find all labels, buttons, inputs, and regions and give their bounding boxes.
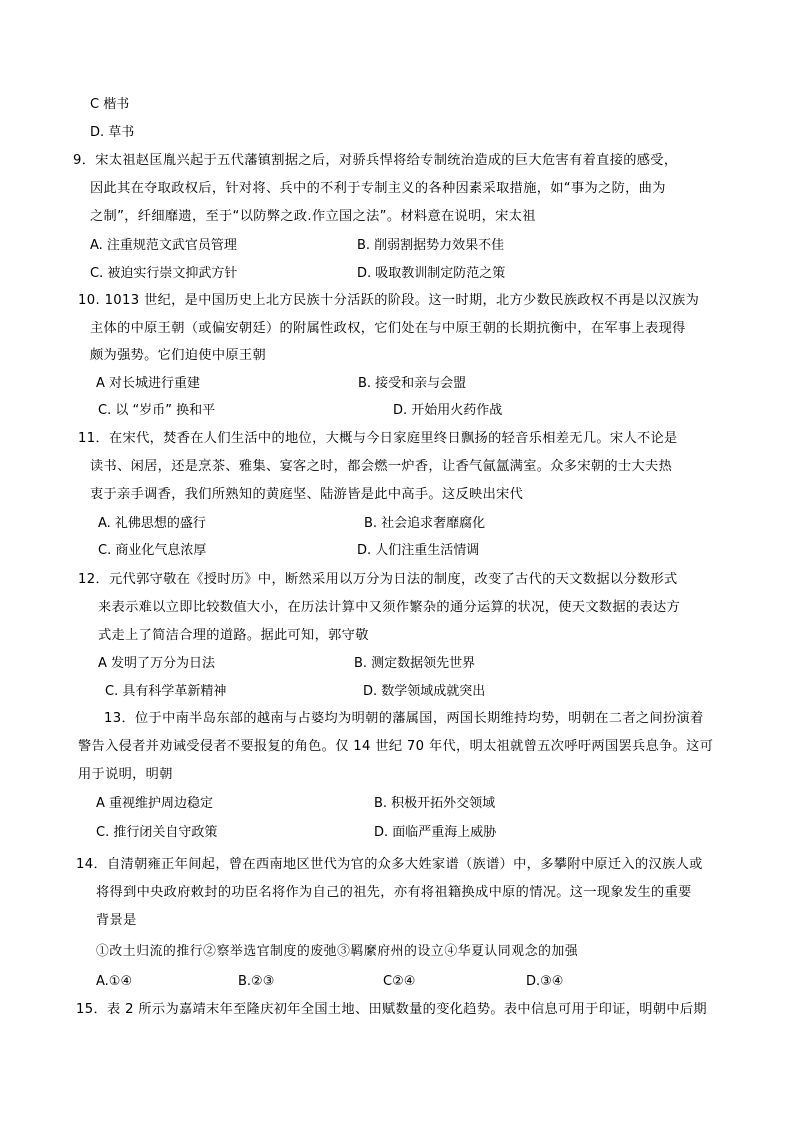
q10-option-c: C. 以 “岁币” 换和平: [98, 403, 216, 418]
q10-stem-line-3: 颇为强势。它们迫使中原王朝: [90, 348, 266, 363]
q10-option-a: A 对长城进行重建: [96, 376, 201, 391]
q13-stem-line-3: 用于说明，明朝: [78, 767, 173, 782]
q12-stem-line-2: 来表示难以立即比较数值大小，在历法计算中又须作繁杂的通分运算的状况，使天文数据的表达方: [98, 600, 681, 615]
q11-stem-line-2: 读书、闲居，还是烹茶、雅集、宴客之时，都会燃一炉香，让香气氤氲满室。众多宋朝的士大夫热: [90, 459, 673, 474]
q9-option-b: B. 削弱割据势力效果不佳: [357, 238, 505, 253]
q11-option-c: C. 商业化气息浓厚: [98, 543, 207, 558]
q15-stem-line-1: 15．表 2 所示为嘉靖末年至隆庆初年全国土地、田赋数量的变化趋势。表中信息可用于印证，明朝中后期: [76, 1002, 707, 1017]
q14-option-c: C②④: [383, 974, 416, 989]
q14-stem-line-3: 背景是: [96, 913, 137, 928]
q12-option-b: B. 测定数据领先世界: [354, 656, 476, 671]
q12-stem-line-3: 式走上了简洁合理的道路。据此可知，郭守敬: [98, 628, 369, 643]
q8-option-c: C 楷书: [90, 97, 130, 112]
q11-option-a: A. 礼佛思想的盛行: [98, 516, 206, 531]
q10-option-d: D. 开始用火药作战: [393, 403, 503, 418]
q12-stem-line-1: 12．元代郭守敬在《授时历》中，断然采用以万分为日法的制度，改变了古代的天文数据以分数形式: [78, 572, 678, 587]
q13-option-c: C. 推行闭关自守政策: [96, 825, 218, 840]
q14-stem-line-2: 将得到中央政府敕封的功臣名将作为自己的祖先，亦有将祖籍换成中原的情况。这一现象发生的重要: [96, 885, 692, 900]
q12-option-d: D. 数学领域成就突出: [363, 684, 486, 699]
q12-option-c: C. 具有科学革新精神: [105, 684, 227, 699]
q11-stem-line-3: 衷于亲手调香，我们所熟知的黄庭坚、陆游皆是此中高手。这反映出宋代: [90, 487, 524, 502]
q14-stem-line-1: 14．自清朝雍正年间起，曾在西南地区世代为官的众多大姓家谱（族谱）中，多攀附中原迁入的汉族人或: [76, 857, 703, 872]
q12-option-a: A 发明了万分为日法: [98, 656, 216, 671]
q9-stem-line-3: 之制”，纤细靡遗，至于“以防弊之政.作立国之法”。材料意在说明，宋太祖: [90, 209, 536, 224]
q13-stem-line-2: 警告入侵者并劝诫受侵者不要报复的角色。仅 14 世纪 70 年代，明太祖就曾五次呼吁两国罢兵息争。这可: [78, 739, 714, 754]
q10-option-b: B. 接受和亲与会盟: [358, 376, 467, 391]
q11-option-b: B. 社会追求奢靡腐化: [364, 516, 486, 531]
q11-stem-line-1: 11．在宋代，焚香在人们生活中的地位，大概与今日家庭里终日飘扬的轻音乐相差无几。宋人不论是: [78, 431, 678, 446]
q9-stem-line-2: 因此其在夺取政权后，针对将、兵中的不利于专制主义的各种因素采取措施，如“事为之防，曲为: [90, 181, 666, 196]
q11-option-d: D. 人们注重生活情调: [357, 543, 480, 558]
q13-option-a: A 重视维护周边稳定: [96, 796, 214, 811]
q14-items: ①改土归流的推行②察举选官制度的废弛③羁縻府州的设立④华夏认同观念的加强: [96, 944, 579, 959]
q13-stem-line-1: 13．位于中南半岛东部的越南与占婆均为明朝的藩属国，两国长期维持均势，明朝在二者之间扮演着: [104, 711, 704, 726]
q8-option-d: D. 草书: [90, 125, 135, 140]
q9-option-c: C. 被迫实行崇文抑武方针: [90, 266, 238, 281]
q14-option-d: D.③④: [526, 974, 564, 989]
q10-stem-line-2: 主体的中原王朝（或偏安朝廷）的附属性政权，它们处在与中原王朝的长期抗衡中，在军事上表现得: [90, 321, 686, 336]
q14-option-b: B.②③: [238, 974, 275, 989]
q9-option-a: A. 注重规范文武官员管理: [90, 238, 237, 253]
q13-option-d: D. 面临严重海上威胁: [374, 825, 497, 840]
q14-option-a: A.①④: [96, 974, 133, 989]
q13-option-b: B. 积极开拓外交领域: [374, 796, 496, 811]
q10-stem-line-1: 10. 1013 世纪，是中国历史上北方民族十分活跃的阶段。这一时期，北方少数民族政权不再是以汉族为: [78, 293, 700, 308]
q9-stem-line-1: 9．宋太祖赵匡胤兴起于五代藩镇割据之后，对骄兵悍将给专制统治造成的巨大危害有着直接的感受，: [73, 153, 678, 168]
q9-option-d: D. 吸取教训制定防范之策: [357, 266, 506, 281]
